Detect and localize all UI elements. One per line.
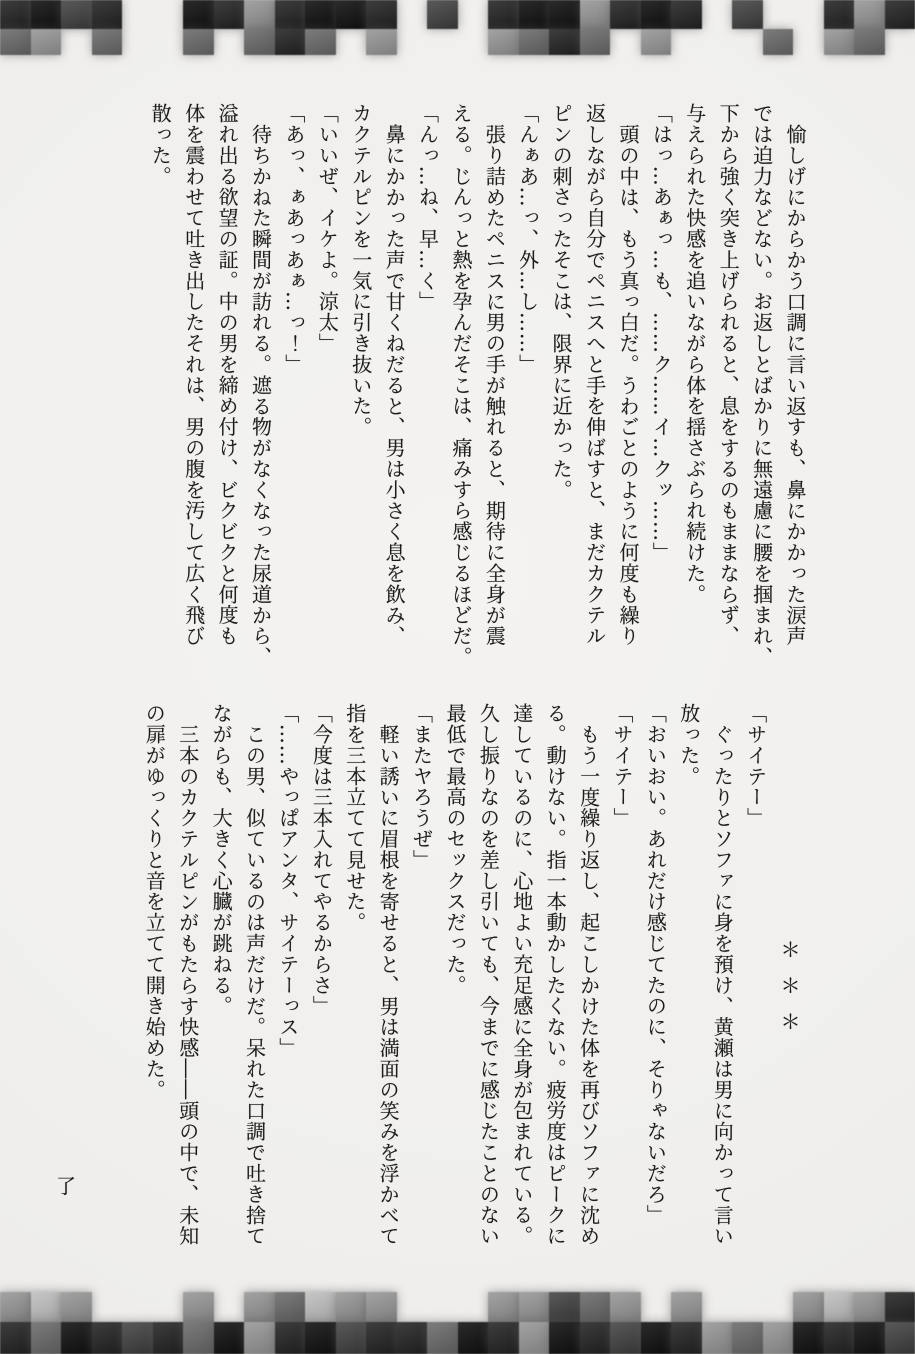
text-column: カクテルピンを一気に引き抜いた。 — [348, 103, 373, 438]
text-column: 「んっ…ね、早…く」 — [415, 103, 440, 312]
mosaic-gap — [153, 1292, 184, 1322]
mosaic-tile — [275, 29, 306, 55]
mosaic-gap — [61, 29, 92, 55]
mosaic-gap — [122, 29, 153, 55]
mosaic-tile — [488, 0, 519, 29]
mosaic-tile — [305, 0, 336, 29]
mosaic-tile — [488, 29, 519, 55]
mosaic-tile — [92, 1322, 123, 1354]
mosaic-tile — [305, 29, 336, 55]
mosaic-gap — [702, 0, 733, 29]
text-column: 久し振りなのを差し引いても、今までに感じたことのない — [476, 703, 501, 1247]
mosaic-tile — [793, 1292, 824, 1322]
mosaic-gap — [763, 1292, 794, 1322]
mosaic-tile — [610, 1322, 641, 1354]
mosaic-gap — [793, 29, 824, 55]
mosaic-tile — [366, 1322, 397, 1354]
mosaic-tile — [580, 0, 611, 29]
mosaic-tile — [549, 1322, 580, 1354]
text-column: 張り詰めたペニスに男の手が触れると、期待に全身が震 — [482, 124, 507, 647]
mosaic-tile — [366, 0, 397, 29]
mosaic-tile — [580, 29, 611, 55]
mosaic-gap — [671, 29, 702, 55]
text-column: 下から強く突き上げられると、息をするのもままならず、 — [716, 103, 741, 647]
mosaic-tile — [580, 1292, 611, 1322]
text-column: の扉がゆっくりと音を立てて開き始めた。 — [142, 703, 167, 1101]
text-column: 鼻にかかった声で甘くねだると、男は小さく息を飲み、 — [382, 124, 407, 647]
text-column: 三本のカクテルピンがもたらす快感――頭の中で、未知 — [175, 724, 200, 1247]
mosaic-gap — [122, 0, 153, 29]
mosaic-tile — [0, 1322, 31, 1354]
mosaic-gap — [641, 1292, 672, 1322]
mosaic-tile — [275, 1292, 306, 1322]
mosaic-gap — [763, 0, 794, 29]
mosaic-tile — [580, 1322, 611, 1354]
mosaic-tile — [732, 1322, 763, 1354]
mosaic-gap — [214, 1292, 245, 1322]
mosaic-tile — [183, 1322, 214, 1354]
text-column: 溢れ出る欲望の証。中の男を締め付け、ビクビクと何度も — [215, 103, 240, 647]
mosaic-tile — [214, 1322, 245, 1354]
mosaic-gap — [153, 29, 184, 55]
mosaic-row — [0, 0, 915, 29]
mosaic-tile — [854, 0, 885, 29]
mosaic-tile — [885, 1292, 915, 1322]
mosaic-tile — [671, 0, 702, 29]
mosaic-tile — [305, 1322, 336, 1354]
mosaic-tile — [153, 1322, 184, 1354]
mosaic-tile — [641, 1322, 672, 1354]
mosaic-tile — [854, 29, 885, 55]
mosaic-gap — [427, 1292, 458, 1322]
mosaic-tile — [31, 29, 62, 55]
mosaic-tile — [763, 1322, 794, 1354]
mosaic-tile — [854, 1322, 885, 1354]
text-column: 「……やっぱアンタ、サイテーっス」 — [275, 703, 300, 1059]
mosaic-tile — [244, 1292, 275, 1322]
mosaic-tile — [183, 29, 214, 55]
section-separator: ＊＊＊ — [777, 939, 801, 1047]
text-column: 散った。 — [148, 103, 173, 187]
text-column: 最低で最高のセックスだった。 — [442, 703, 467, 996]
mosaic-tile — [275, 1322, 306, 1354]
text-column: 愉しげにからかう口調に言い返すも、鼻にかかった涙声 — [783, 124, 807, 647]
mosaic-gap — [397, 0, 428, 29]
mosaic-tile — [610, 0, 641, 29]
mosaic-tile — [641, 0, 672, 29]
mosaic-tile — [458, 1322, 489, 1354]
mosaic-tile — [0, 29, 31, 55]
mosaic-tile — [854, 1292, 885, 1322]
mosaic-row — [0, 1322, 915, 1354]
mosaic-row — [0, 1292, 915, 1322]
mosaic-gap — [702, 29, 733, 55]
mosaic-tile — [92, 29, 123, 55]
mosaic-tile — [244, 29, 275, 55]
mosaic-tile — [793, 1322, 824, 1354]
story-text-block-1 — [143, 103, 811, 683]
top-border-mosaic — [0, 0, 915, 55]
text-column: ぐったりとソファに身を預け、黄瀬は男に向かって言い — [710, 724, 735, 1247]
mosaic-gap — [214, 29, 245, 55]
mosaic-tile — [305, 1292, 336, 1322]
mosaic-tile — [519, 1322, 550, 1354]
mosaic-tile — [397, 1322, 428, 1354]
mosaic-gap — [458, 1292, 489, 1322]
mosaic-tile — [488, 1292, 519, 1322]
mosaic-tile — [519, 29, 550, 55]
mosaic-tile — [183, 1292, 214, 1322]
mosaic-row — [0, 29, 915, 55]
text-column: ながらも、大きく心臓が跳ねる。 — [209, 703, 234, 1017]
mosaic-tile — [214, 0, 245, 29]
mosaic-gap — [397, 1292, 428, 1322]
text-column: ピンの刺さったそこは、限界に近かった。 — [549, 103, 574, 501]
mosaic-tile — [336, 1292, 367, 1322]
mosaic-tile — [610, 1292, 641, 1322]
text-column: 「今度は三本入れてやるからさ」 — [309, 703, 334, 1017]
mosaic-tile — [427, 0, 458, 29]
text-column: 「んぁあ…っ、外…し……」 — [515, 103, 540, 375]
mosaic-tile — [366, 1292, 397, 1322]
mosaic-tile — [519, 0, 550, 29]
text-column: 放った。 — [676, 703, 701, 787]
text-column: 待ちかねた瞬間が訪れる。遮る物がなくなった尿道から、 — [248, 124, 273, 668]
mosaic-tile — [549, 0, 580, 29]
text-column: 「サイテー」 — [609, 703, 634, 829]
mosaic-tile — [732, 0, 763, 29]
text-column: 頭の中は、もう真っ白だ。うわごとのように何度も繰り — [615, 124, 640, 647]
mosaic-tile — [0, 0, 31, 29]
text-column: 返しながら自分でペニスへと手を伸ばすと、まだカクテル — [582, 103, 607, 647]
mosaic-tile — [885, 0, 915, 29]
mosaic-gap — [92, 1292, 123, 1322]
mosaic-tile — [31, 1322, 62, 1354]
mosaic-gap — [610, 29, 641, 55]
mosaic-tile — [671, 1322, 702, 1354]
mosaic-gap — [793, 0, 824, 29]
text-column: る。動けない。指一本動かしたくない。疲労度はピークに — [543, 703, 568, 1247]
mosaic-tile — [671, 1292, 702, 1322]
mosaic-tile — [885, 1322, 915, 1354]
mosaic-tile — [519, 1292, 550, 1322]
mosaic-gap — [427, 29, 458, 55]
mosaic-tile — [336, 0, 367, 29]
end-mark: 了 — [56, 1174, 76, 1198]
text-column: 指を三本立てて見せた。 — [342, 703, 367, 933]
mosaic-tile — [183, 0, 214, 29]
mosaic-tile — [31, 0, 62, 29]
mosaic-tile — [0, 1292, 31, 1322]
mosaic-gap — [336, 29, 367, 55]
mosaic-gap — [458, 0, 489, 29]
mosaic-gap — [397, 29, 428, 55]
text-column: では迫力などない。お返しとばかりに無遠慮に腰を掴まれ、 — [749, 103, 774, 668]
mosaic-gap — [732, 1292, 763, 1322]
mosaic-gap — [885, 29, 915, 55]
mosaic-tile — [549, 29, 580, 55]
text-column: 体を震わせて吐き出したそれは、男の腹を汚して広く飛び — [181, 103, 206, 647]
mosaic-gap — [732, 29, 763, 55]
text-column: この男、似ているのは声だけだ。呆れた口調で吐き捨て — [242, 724, 267, 1247]
bottom-border-mosaic — [0, 1292, 915, 1354]
mosaic-gap — [702, 1292, 733, 1322]
mosaic-tile — [122, 1322, 153, 1354]
text-column: 「またヤろうぜ」 — [409, 703, 434, 871]
mosaic-tile — [824, 29, 855, 55]
mosaic-tile — [31, 1292, 62, 1322]
mosaic-tile — [244, 1322, 275, 1354]
mosaic-gap — [458, 29, 489, 55]
text-column: もう一度繰り返し、起こしかけた体を再びソファに沈め — [576, 724, 601, 1247]
text-column: 「あっ、ぁあっあぁ…っ！」 — [281, 103, 306, 375]
mosaic-tile — [336, 1322, 367, 1354]
mosaic-tile — [824, 1322, 855, 1354]
text-column: 「サイテー」 — [743, 703, 768, 829]
mosaic-tile — [244, 0, 275, 29]
story-text-block-2 — [137, 703, 805, 1283]
mosaic-tile — [366, 29, 397, 55]
text-column: 軽い誘いに眉根を寄せると、男は満面の笑みを浮かべて — [376, 724, 401, 1247]
text-column: 「おいおい。あれだけ感じてたのに、そりゃないだろ」 — [643, 703, 668, 1226]
text-column: 達しているのに、心地よい充足感に全身が包まれている。 — [509, 703, 534, 1247]
text-column: える。じんっと熱を孕んだそこは、痛みすら感じるほどだ。 — [448, 103, 473, 668]
mosaic-tile — [61, 0, 92, 29]
mosaic-tile — [763, 29, 794, 55]
text-column: 「いいぜ、イケよ。涼太」 — [315, 103, 340, 354]
mosaic-tile — [61, 1322, 92, 1354]
mosaic-tile — [92, 0, 123, 29]
mosaic-tile — [275, 0, 306, 29]
mosaic-tile — [488, 1322, 519, 1354]
text-column: 与えられた快感を追いながら体を揺さぶられ続けた。 — [682, 103, 707, 605]
mosaic-tile — [641, 29, 672, 55]
mosaic-tile — [549, 1292, 580, 1322]
mosaic-gap — [153, 0, 184, 29]
mosaic-tile — [427, 1322, 458, 1354]
mosaic-tile — [61, 1292, 92, 1322]
mosaic-tile — [824, 0, 855, 29]
mosaic-tile — [824, 1292, 855, 1322]
text-column: 「はっ…あぁっ…も、……ク……イ…クッ……」 — [649, 103, 674, 563]
mosaic-gap — [122, 1292, 153, 1322]
mosaic-tile — [702, 1322, 733, 1354]
